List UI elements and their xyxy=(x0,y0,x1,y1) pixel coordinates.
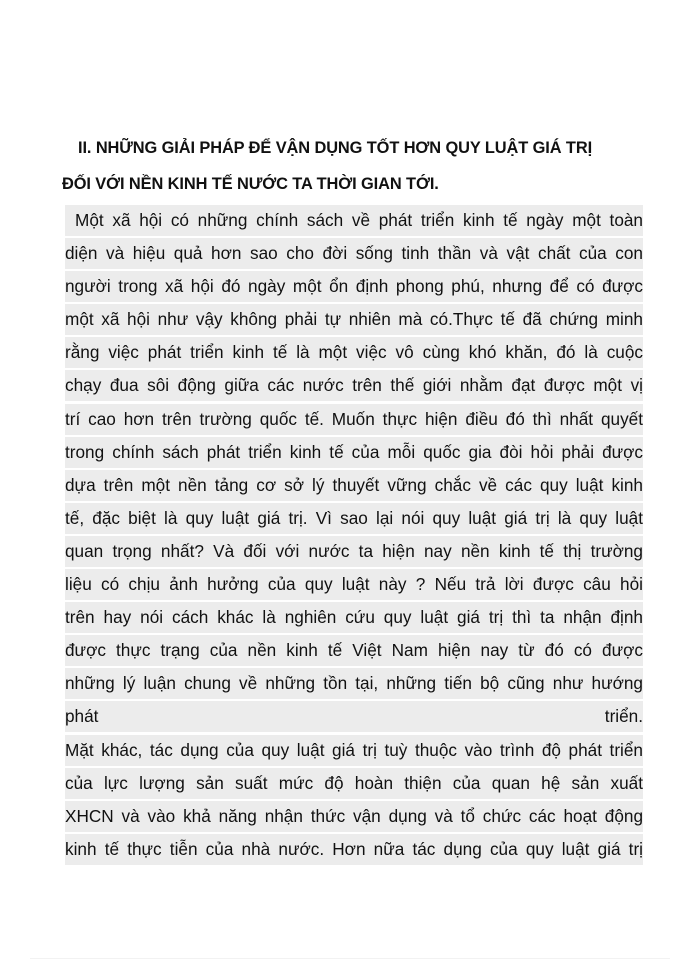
text-line: dựa trên một nền tảng cơ sở lý thuyết vững chắc về các quy luật kinh xyxy=(65,470,643,501)
text-line: một xã hội như vậy không phải tự nhiên mà có.Thực tế đã chứng minh xyxy=(65,304,643,335)
text-line: được thực trạng của nền kinh tế Việt Nam hiện nay từ đó có được xyxy=(65,635,643,666)
text-line: của lực lượng sản suất mức độ hoàn thiện của quan hệ sản xuất xyxy=(65,768,643,799)
text-line: những lý luận chung về những tồn tại, những tiến bộ cũng như hướng xyxy=(65,668,643,699)
text-line: trong chính sách phát triển kinh tế của mỗi quốc gia đòi hỏi phải được xyxy=(65,437,643,468)
body-paragraphs xyxy=(65,205,643,867)
text-line: rằng việc phát triển kinh tế là một việc vô cùng khó khăn, đó là cuộc xyxy=(65,337,643,368)
heading-line-1: II. NHỮNG GIẢI PHÁP ĐỂ VẬN DỤNG TỐT HƠN QUY LUẬT GIÁ TRỊ xyxy=(78,139,593,157)
text-line: trí cao hơn trên trường quốc tế. Muốn thực hiện điều đó thì nhất quyết xyxy=(65,404,643,435)
text-line: chạy đua sôi động giữa các nước trên thế giới nhằm đạt được một vị xyxy=(65,370,643,401)
text-line: XHCN và vào khả năng nhận thức vận dụng và tổ chức các hoạt động xyxy=(65,801,643,832)
text-line: người trong xã hội đó ngày một ổn định phong phú, nhưng để có được xyxy=(65,271,643,302)
text-line: liệu có chịu ảnh hưởng của quy luật này ? Nếu trả lời được câu hỏi xyxy=(65,569,643,600)
text-line: diện và hiệu quả hơn sao cho đời sống tinh thần và vật chất của con xyxy=(65,238,643,269)
text-line: phát triển. xyxy=(65,701,643,732)
heading-line-2: ĐỐI VỚI NỀN KINH TẾ NƯỚC TA THỜI GIAN TỚI. xyxy=(62,175,439,193)
page-bottom-edge xyxy=(30,958,670,959)
text-line: Một xã hội có những chính sách về phát triển kinh tế ngày một toàn xyxy=(65,205,643,236)
section-heading xyxy=(62,130,652,202)
text-line: Mặt khác, tác dụng của quy luật giá trị tuỳ thuộc vào trình độ phát triển xyxy=(65,735,643,766)
text-line: quan trọng nhất? Và đối với nước ta hiện nay nền kinh tế thị trường xyxy=(65,536,643,567)
text-line: tế, đặc biệt là quy luật giá trị. Vì sao lại nói quy luật giá trị là quy luật xyxy=(65,503,643,534)
text-line: kinh tế thực tiễn của nhà nước. Hơn nữa tác dụng của quy luật giá trị xyxy=(65,834,643,865)
text-line: trên hay nói cách khác là nghiên cứu quy luật giá trị thì ta nhận định xyxy=(65,602,643,633)
